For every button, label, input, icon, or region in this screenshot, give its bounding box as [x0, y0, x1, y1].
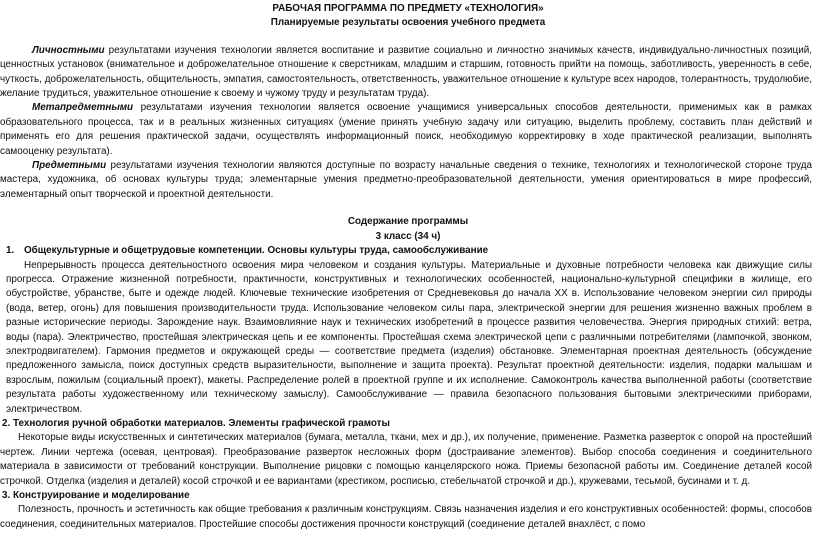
meta-results-text: результатами изучения технологии является освоение учащимися универсальных способов деятельности, применимых как в рамках образовательного процесса, так и в реальных жизненных ситуациях (умение принять учебную задачу или ситуацию, выделить проблему, составить план действий и применять его для решения практической задачи, осуществлять информационный поиск, необходимую корректировку в ходе практической реализации, выполнять самооценку результата).	[0, 102, 812, 157]
subject-results-lead: Предметными	[32, 160, 107, 172]
personal-results-lead: Личностными	[32, 44, 105, 56]
section-2-number: 2.	[2, 417, 11, 429]
grade-label: 3 класс (34 ч)	[375, 230, 441, 242]
section-2-text: Некоторые виды искусственных и синтетических материалов (бумага, металла, ткани, мех и др.), их получение, применение. Разметка разверток с опорой на простейший чертеж. Линии чертежа (осевая, центровая). Преобразование разверток несложных форм (достраивание элементов). Выбор способа соединения и соединительного материала в зависимости от требований конструкции. Выполнение рицовки с помощью канцелярского ножа. Приемы безопасной работы им. Соединение деталей косой строчкой. Отделка (изделия и деталей) косой строчкой и ее вариантами (крестиком, росписью, стебельчатой строчкой и др.), кружевами, тесьмой, бусинами и т. д.	[0, 432, 812, 487]
meta-results-lead: Метапредметными	[32, 102, 134, 114]
meta-results-paragraph	[0, 101, 816, 159]
subject-results-text: результатами изучения технологии являются доступные по возрасту начальные сведения о технике, технологиях и технологической стороне труда мастера, художника, об основах культуры труда; элементарные умения предметно-преобразовательной деятельности, умения ориентироваться в мире профессий, элементарный опыт творческой и проектной деятельности.	[0, 160, 812, 200]
subject-results-paragraph	[0, 159, 816, 202]
section-1-number: 1.	[6, 245, 15, 257]
section-3-title: Конструирование и моделирование	[13, 490, 190, 501]
section-3-text: Полезность, прочность и эстетичность как общие требования к различным конструкциям. Связь назначения изделия и его конструктивных особенностей: формы, способов соединения, соединительных материалов. Простейшие способы достижения прочности конструкций (соединение деталей внахлёст, с помо	[0, 504, 812, 530]
section-3-heading	[0, 489, 816, 503]
content-title: Содержание программы	[347, 216, 469, 228]
spacer	[0, 202, 816, 215]
personal-results-paragraph	[0, 44, 816, 102]
section-2-title: Технология ручной обработки материалов. Элементы графической грамоты	[13, 417, 390, 429]
document-title: РАБОЧАЯ ПРОГРАММА ПО ПРЕДМЕТУ «ТЕХНОЛОГИЯ»	[272, 3, 544, 14]
spacer	[0, 31, 816, 44]
section-1-heading	[0, 244, 816, 258]
section-1-title: Общекультурные и общетрудовые компетенции. Основы культуры труда, самообслуживание	[24, 245, 489, 257]
document-subtitle: Планируемые результаты освоения учебного предмета	[270, 17, 546, 29]
section-1-text: Непрерывность процесса деятельностного освоения мира человеком и создания культуры. Материальные и духовные потребности человека как движущие силы прогресса. Отражение жизненной потребности, практичности, конструктивных и технологических особенностей, национально-культурной специфики в жилище, его обустройстве, убранстве, быте и одежде людей. Ключевые технические изобретения от Средневековья до начала XX в. Использование человеком энергии сил природы (вода, ветер, огонь) для повышения производительности труда. Использование человеком силы пара, электрической энергии для решения жизненно важных проблем в разные исторические периоды. Зарождение наук. Взаимовлияние наук и технических изобретений в процессе развития человечества. Энергия природных стихий: ветра, воды (пара). Электричество, простейшая электрическая цепь и ее компоненты. Простейшая схема электрической цепи с различными потребителями (лампочкой, звонком, электродвигателем). Гармония предметов и окружающей среды — соответствие предмета (изделия) обстановке. Элементарная проектная деятельность (обсуждение предложенного замысла, поиск доступных средств выразительности, выполнение и защита проекта). Результат проектной деятельности: изделия, подарки малышам и взрослым, пожилым (социальный проект), макеты. Распределение ролей в проектной группе и их исполнение. Самоконтроль качества выполненной работы (соответствие результата работы художественному или техническому замыслу). Самообслуживание — правила безопасного пользования бытовыми электрическими приборами, электричеством.	[6, 259, 812, 415]
section-2-heading	[0, 417, 816, 431]
personal-results-text: результатами изучения технологии является воспитание и развитие социально и личностно значимых качеств, индивидуально-личностных позиций, ценностных установок (внимательное и доброжелательное отношение к сверстникам, младшим и старшим, готовность прийти на помощь, заботливость, уверенность в себе, чуткость, доброжелательность, общительность, эмпатия, самостоятельность, ответственность, уважительное отношение к культуре всех народов, толерантность, трудолюбие, желание трудиться, уважительное отношение к своему и чужому труду и результатам труда).	[0, 44, 812, 100]
section-3-number: 3.	[2, 490, 11, 501]
